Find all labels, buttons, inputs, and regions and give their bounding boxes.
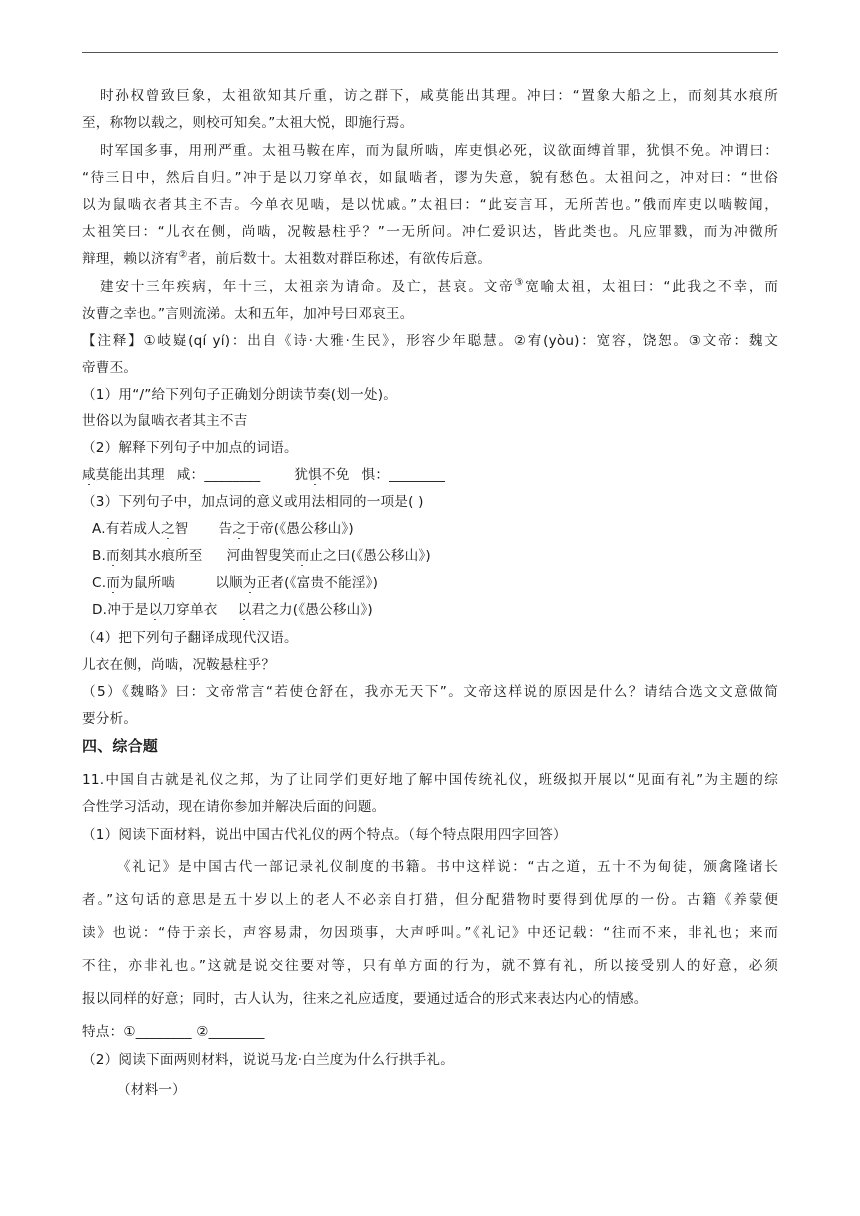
option-c[interactable] <box>92 573 778 593</box>
passage-line: 时孙权曾致巨象，太祖欲知其斤重，访之群下，咸莫能出其理。冲曰：“置象大船之上，而刻其水痕所 <box>100 88 778 104</box>
question-3-prompt: （3）下列句子中，加点词的意义或用法相同的一项是( ) <box>82 494 424 510</box>
question-1-prompt: （1）用“/”给下列句子正确划分朗读节奏(划一处)。 <box>82 387 397 403</box>
option-text: 君之力(《愚公移山》) <box>251 602 373 618</box>
dotted-word: 咸 <box>82 467 96 483</box>
material-line: 报以同样的好意；同时，古人认为，往来之礼应适度，要通过适合的形式来表达内心的情感。 <box>82 991 648 1007</box>
passage-text: 者，前后数十。太祖数对群臣称述，有欲传后意。 <box>187 251 492 267</box>
question-1-sentence: 世俗以为鼠啮衣者其主不吉 <box>82 413 248 429</box>
material-line: 《礼记》是中国古代一部记录礼仪制度的书籍。书中这样说：“古之道，五十不为甸徒，颁禽隆诸长 <box>117 859 778 875</box>
option-text: 河曲智叟笑 <box>226 548 296 564</box>
feature-answer-line[interactable]: 特点：①________ ②________ <box>82 1024 265 1040</box>
passage-line: “待三日中，然后自归。”冲于是以刀穿单衣，如鼠啮者，谬为失意，貌有愁色。太祖问之，冲对曰：“世俗 <box>82 170 778 186</box>
dotted-word: 之 <box>160 521 175 537</box>
option-text: 以顺 <box>215 575 243 591</box>
passage-text: 辩理，赖以济宥 <box>82 251 179 267</box>
passage-line: 太祖笑曰：“儿衣在侧，尚啮，况鞍悬柱乎？”一无所问。冲仁爱识达，皆此类也。凡应罪戮，而为冲微所 <box>82 224 778 240</box>
section-heading: 四、综合题 <box>82 737 159 755</box>
option-text: 刀穿单衣 <box>162 602 218 618</box>
option-text: 正者(《富贵不能淫》) <box>256 575 379 591</box>
footnote-mark: ② <box>178 249 188 261</box>
material-line: 不往，亦非礼也。”这就是说交往要对等，只有单方面的行为，就不算有礼，所以接受别人的好意，必须 <box>82 958 778 974</box>
passage-line: 汝曹之幸也。”言则流涕。太和五年，加冲号曰邓哀王。 <box>82 306 414 322</box>
passage-text: 建安十三年疾病，年十三，太祖亲为请命。及亡，甚哀。文帝 <box>100 279 515 295</box>
q2-label: 惧： <box>361 467 390 483</box>
option-text: D.冲于是 <box>92 602 149 618</box>
passage-text: 宽喻太祖，太祖曰：“此我之不幸，而 <box>525 279 778 295</box>
q2-text: 莫能出其理 <box>95 467 165 483</box>
option-text: 智 <box>174 521 189 537</box>
answer-blank[interactable]: ________ <box>389 467 446 483</box>
dotted-word: 以 <box>148 602 163 618</box>
header-rule <box>82 52 778 53</box>
option-d[interactable] <box>92 600 778 620</box>
dotted-word: 之 <box>232 521 247 537</box>
material-line: 者。”这句话的意思是五十岁以上的老人不必亲自打猎，但分配猎物时要得到优厚的一份。古籍《养蒙便 <box>82 892 778 908</box>
passage-line <box>82 249 778 269</box>
material-1-label: （材料一） <box>117 1082 186 1098</box>
question-5-prompt: （5）《魏略》曰：文帝常言“若使仓舒在，我亦无天下”。文帝这样说的原因是什么？请结合选文文意做简 <box>82 684 778 700</box>
passage-line: 至，称物以载之，则校可知矣。”太祖大悦，即施行焉。 <box>82 115 414 131</box>
passage-line: 以为鼠啮衣者其主不吉。今单衣见啮，是以忧戚。”太祖曰：“此妄言耳，无所苦也。”俄而库吏以啮鞍闻， <box>82 197 778 213</box>
question-4-prompt: （4）把下列句子翻译成现代汉语。 <box>82 630 298 646</box>
passage-line: 时军国多事，用刑严重。太祖马鞍在库，而为鼠所啮，库吏惧必死，议欲面缚首罪，犹惧不免。冲谓曰： <box>100 143 778 159</box>
sub-question-2-prompt: （2）阅读下面两则材料，说说马龙·白兰度为什么行拱手礼。 <box>82 1052 455 1068</box>
option-text: 刻其水痕所至 <box>119 548 203 564</box>
question-2-items <box>82 465 778 485</box>
question-5-prompt: 要分析。 <box>82 711 138 727</box>
q2-label: 咸： <box>176 467 205 483</box>
option-text: 为鼠所啮 <box>120 575 176 591</box>
q2-text: 不免 <box>321 467 350 483</box>
dotted-word: 为 <box>242 575 257 591</box>
answer-blank[interactable]: ________ <box>204 467 261 483</box>
question-11-line: 合性学习活动，现在请你参加并解决后面的问题。 <box>82 799 386 815</box>
notes-line: 【注释】①岐嶷(qí yí)：出自《诗·大雅·生民》，形容少年聪慧。②宥(yòu)：宽容，饶恕。③文帝：魏文 <box>82 333 778 349</box>
dotted-word: 而 <box>106 548 120 564</box>
question-2-prompt: （2）解释下列句子中加点的词语。 <box>82 440 298 456</box>
sub-question-1-prompt: （1）阅读下面材料，说出中国古代礼仪的两个特点。（每个特点限用四字回答） <box>82 827 567 843</box>
option-text: 于帝(《愚公移山》) <box>246 521 354 537</box>
dotted-word: 而 <box>295 548 310 564</box>
q2-text: 犹 <box>294 467 309 483</box>
option-a[interactable] <box>92 519 778 539</box>
option-text: C. <box>92 575 107 591</box>
question-4-sentence: 儿衣在侧，尚啮，况鞍悬柱乎？ <box>82 657 276 673</box>
passage-line <box>100 277 778 297</box>
material-line: 读》也说：“侍于亲长，声容易肃，勿因琐事，大声呼叫。”《礼记》中还记载：“往而不来，非礼也；来而 <box>82 925 778 941</box>
question-11-line: 11.中国自古就是礼仪之邦，为了让同学们更好地了解中国传统礼仪，班级拟开展以“见面有礼”为主题的综 <box>82 772 778 788</box>
option-text: A.有若成人 <box>92 521 161 537</box>
dotted-word: 以 <box>237 602 252 618</box>
option-text: 止之曰(《愚公移山》) <box>309 548 431 564</box>
notes-line: 帝曹丕。 <box>82 360 138 376</box>
dotted-word: 而 <box>106 575 121 591</box>
dotted-word: 惧 <box>308 467 322 483</box>
footnote-mark: ③ <box>514 277 526 289</box>
option-text: B. <box>92 548 107 564</box>
option-text: 告 <box>218 521 233 537</box>
option-b[interactable] <box>92 546 778 566</box>
